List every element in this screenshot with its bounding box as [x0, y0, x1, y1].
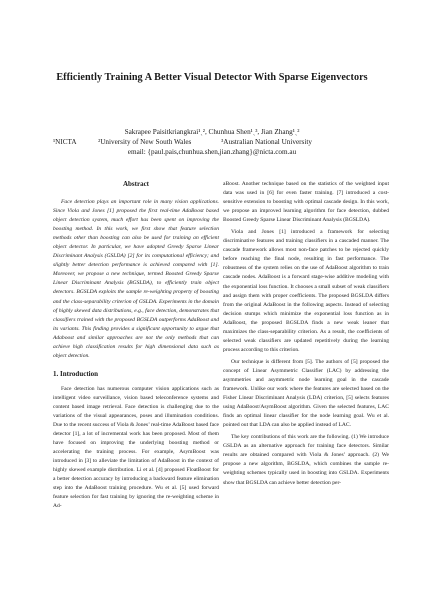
paper-title: Efficiently Training A Better Visual Detector With Sparse Eigenvectors [56, 72, 368, 83]
affiliation-anu: ³Australian National University [221, 138, 312, 146]
affiliation-unsw: ²University of New South Wales [98, 138, 192, 146]
left-column [53, 180, 219, 512]
body-paragraph-4: The key contributions of this work are the following. (1) We introduce GSLDA as an alternative approach for training face detectors. Similar results are obtained compared with Viola & Jones’ approach. (2) We propose a new algorithm, BGSLDA, which combines the sample re-weighting schemes typically used in boosting into GSLDA. Experiments show that BGSLDA can achieve better detection per- [223, 434, 389, 486]
body-paragraph-3: Our technique is different from [5]. The authors of [5] proposed the concept of Linear Asymmetric Classifier (LAC) by addressing the asymmetries and asymmetric node learning goal in the cascade framework. Unlike our work where the features are selected based on the Fisher Linear Discriminant Analysis (LDA) criterion, [5] selects features using AdaBoost/AsymBoost algorithm. Given the selected features, LAC finds an optimal linear classifier for the node learning goal. Wu et al. pointed out that LDA can also be applied instead of LAC. [223, 358, 389, 429]
affiliation-nicta: ¹NICTA [53, 138, 77, 146]
author-list: Sakrapee Paisitkriangkrai¹ˎ², Chunhua Shen¹ˎ³, Jian Zhang¹ˎ² [124, 128, 300, 136]
abstract-heading: Abstract [122, 180, 150, 188]
abstract-text: Face detection plays an important role in many vision applications. Since Viola and Jones [1] proposed the first real-time AdaBoost based object detection system, much effort has been spent on improving the boosting method. In this work, we first show that feature selection methods other than boosting can also be used for training an efficient object detector. In particular, we have adopted Greedy Sparse Linear Discriminant Analysis (GSLDA) [2] for its computational efficiency; and slightly better detection performance is achieved compared with [1]. Moreover, we propose a new technique, termed Boosted Greedy Sparse Linear Discriminant Analysis (BGSLDA), to efficiently train object detectors. BGSLDA exploits the sample re-weighting property of boosting and the class-separability criterion of GSLDA. Experiments in the domain of highly skewed data distributions, e.g., face detection, demonstrates that classifiers trained with the proposed BGSLDA outperforms AdaBoost and its variants. This finding provides a significant opportunity to argue that Adaboost and similar approaches are not the only methods that can achieve high classification results for high dimensional data such as object detection. [53, 199, 219, 359]
section-heading-introduction: 1. Introduction [53, 369, 98, 378]
body-paragraph-2: Viola and Jones [1] introduced a framework for selecting discriminative features and training classifiers in a cascaded manner. The cascade framework allows most non-face patches to be rejected quickly before reaching the final node, resulting in fast performance. The robustness of the system relies on the use of AdaBoost algorithm to train cascade nodes. AdaBoost is a forward stage-wise additive modeling with the exponential loss function. It chooses a small subset of weak classifiers and assign them with proper coefficients. The proposed BGSLDA differs from the original AdaBoost in the following aspects. Instead of selecting decision stumps which minimize the exponential loss function as in AdaBoost, the proposed BGSLDA finds a new weak leaner that maximizes the class-separability criterion. As a result, the coefficients of selected weak classifiers are updated repetitively during the learning process according to this criterion. [223, 229, 389, 353]
intro-paragraph-1: Face detection has numerous computer vision applications such as intelligent video surveillance, vision based teleconference systems and content based image retrieval. Face detection is challenging due to the variations of the visual appearances, poses and illumination conditions. Due to the recent success of Viola & Jones’ real-time AdaBoost based face detector [1], a lot of incremental work has been proposed. Most of them have focused on improving the underlying boosting method or accelerating the training process. For example, AsymBoost was introduced in [3] to alleviate the limitation of AdaBoost in the context of highly skewed example distribution. Li et al. [4] proposed FloatBoost for a better detection accuracy by introducing a backward feature elimination step into the AdaBoost training procedure. Wu et al. [5] used forward feature selection for fast training by ignoring the re-weighting scheme in Ad- [53, 385, 219, 510]
affiliation-line [0, 138, 424, 147]
author-email: email: {paul.pais,chunhua.shen,jian.zhang}@nicta.com.au [127, 148, 297, 156]
right-column [223, 180, 389, 488]
body-paragraph-1: aBoost. Another technique based on the statistics of the weighted input data was used in [6] for even faster training. [7] introduced a cost-sensitive extension to boosting with optimal cascade design. In this work, we propose an improved learning algorithm for face detection, dubbed Boosted Greedy Sparse Linear Discriminant Analysis (BGSLDA). [223, 181, 389, 224]
